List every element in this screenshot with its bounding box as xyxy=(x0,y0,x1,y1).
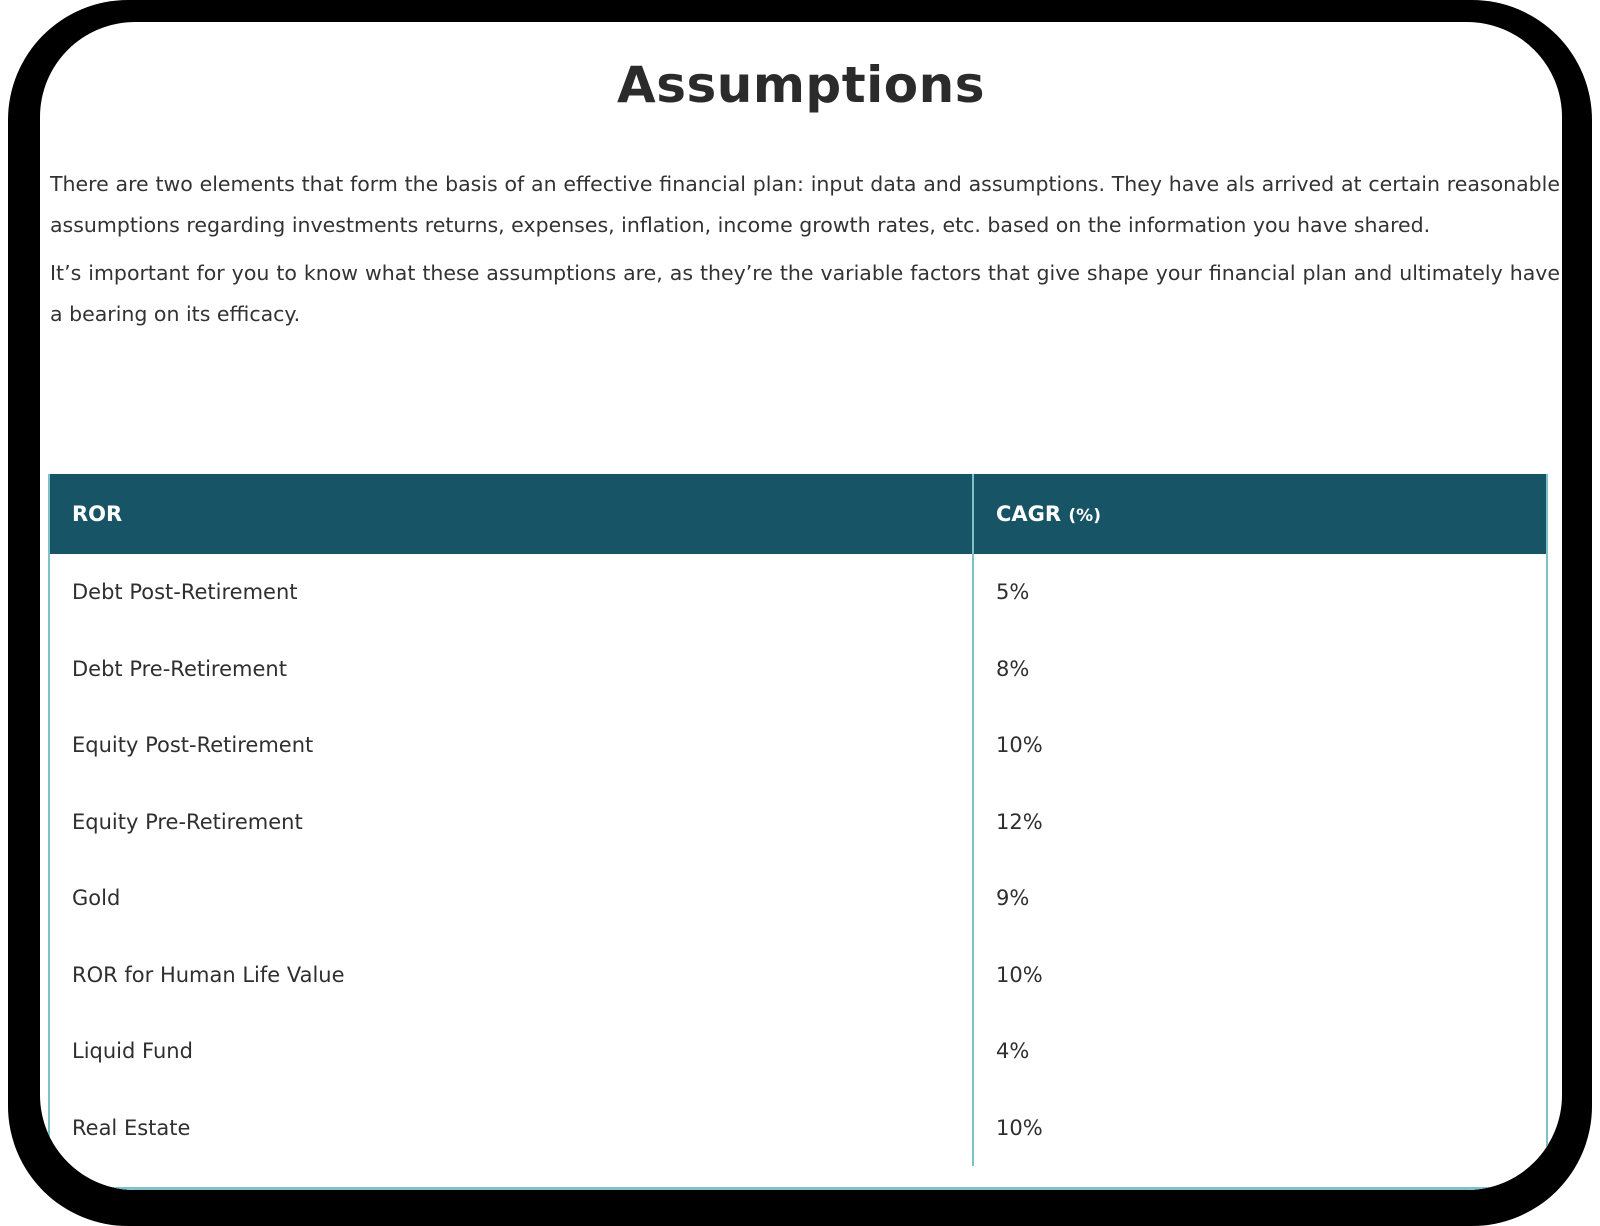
row-cagr-cell: 9% xyxy=(996,886,1030,911)
table-body xyxy=(50,554,1546,1166)
header-cagr-label: CAGR xyxy=(996,502,1062,526)
row-ror-cell: Gold xyxy=(50,860,973,937)
row-ror-cell: Equity Pre-Retirement xyxy=(50,784,973,861)
row-cagr-cell: 10% xyxy=(996,733,1043,758)
table-row xyxy=(50,860,1546,937)
table-row xyxy=(50,554,1546,631)
table-row xyxy=(50,707,1546,784)
table-row xyxy=(50,631,1546,708)
row-cagr-cell: 12% xyxy=(996,809,1043,834)
header-ror-label: ROR xyxy=(72,502,123,526)
row-cagr-cell: 4% xyxy=(996,1039,1030,1064)
page-title: Assumptions xyxy=(617,56,985,114)
row-cagr-cell: 10% xyxy=(996,962,1043,987)
assumptions-table-container xyxy=(48,474,1548,1190)
intro-paragraph-1: There are two elements that form the basis of an effective financial plan: input data and assumptions. They have als arrived at certain reasonable assumptions regarding investments returns, expenses, inflation, income growth rates, etc. based on the information you have shared. xyxy=(50,172,1560,237)
row-ror-cell: Debt Pre-Retirement xyxy=(50,631,973,708)
header-ror xyxy=(50,474,973,554)
row-cagr-cell: 10% xyxy=(996,1115,1043,1140)
table-row xyxy=(50,784,1546,861)
row-ror-cell: Liquid Fund xyxy=(50,1013,973,1090)
table-row xyxy=(50,1090,1546,1167)
row-ror-cell: Debt Post-Retirement xyxy=(50,554,973,631)
table-header-row xyxy=(50,474,1546,554)
assumptions-table xyxy=(50,474,1546,1166)
row-cagr-cell: 5% xyxy=(996,580,1030,605)
table-header xyxy=(50,474,1546,554)
row-ror-cell: Equity Post-Retirement xyxy=(50,707,973,784)
device-frame xyxy=(8,0,1592,1226)
table-row xyxy=(50,1013,1546,1090)
row-ror-cell: ROR for Human Life Value xyxy=(50,937,973,1014)
row-cagr-cell: 8% xyxy=(996,656,1030,681)
document-page xyxy=(40,22,1562,1190)
intro-paragraph-2: It’s important for you to know what these assumptions are, as they’re the variable factors that give shape your financial plan and ultimately have a bearing on its efficacy. xyxy=(50,261,1560,326)
intro-text xyxy=(50,164,1560,342)
header-cagr xyxy=(973,474,1546,554)
row-ror-cell: Real Estate xyxy=(50,1090,973,1167)
header-cagr-unit: (%) xyxy=(1068,506,1101,526)
table-row xyxy=(50,937,1546,1014)
